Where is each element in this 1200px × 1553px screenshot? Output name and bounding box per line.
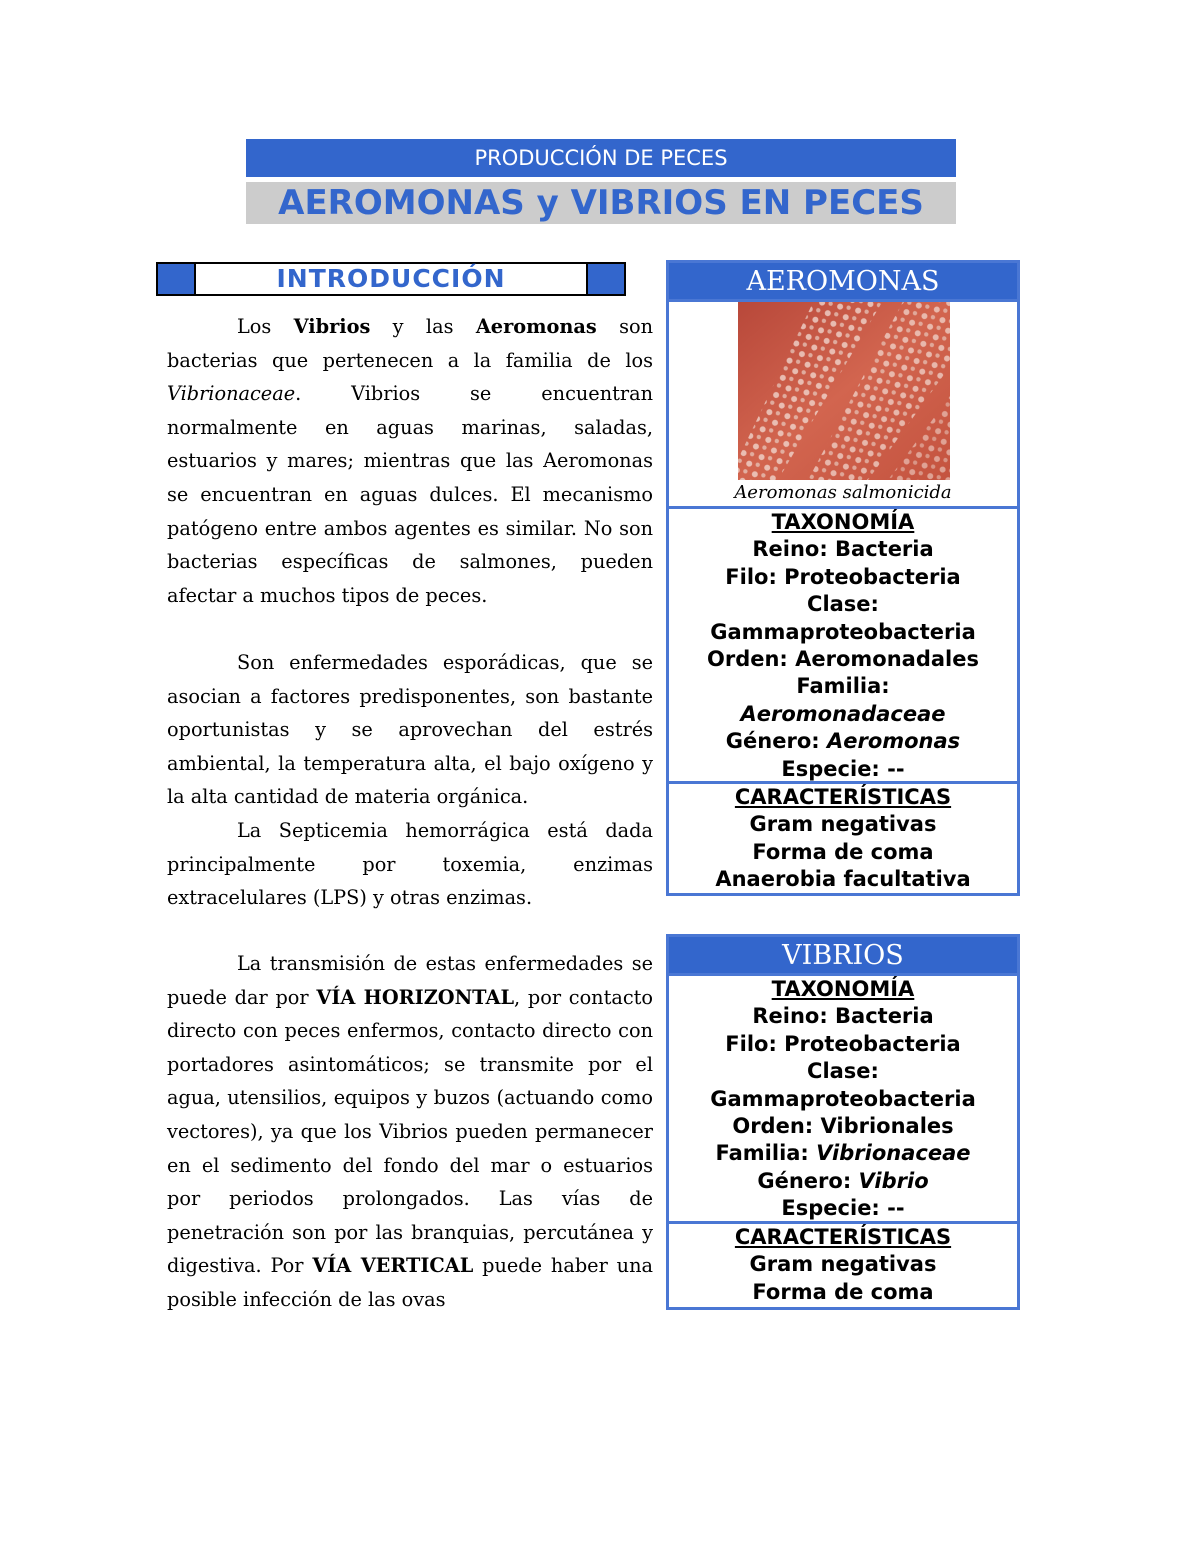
aeromonas-caption: Aeromonas salmonicida <box>734 482 952 503</box>
genero-label: Género: <box>725 729 827 754</box>
tax-reino: Reino: Bacteria <box>752 537 934 562</box>
genero-italic: Vibrio <box>858 1168 929 1193</box>
tax-familia-label: Familia: <box>796 674 890 699</box>
text-run: La transmisión de estas enfermedades se puede dar por <box>167 952 653 1009</box>
text-run: son bacterias que pertenecen a la familia de los <box>167 315 653 372</box>
tax-especie: Especie: -- <box>781 1196 905 1221</box>
tax-clase-label: Clase: <box>807 1059 879 1084</box>
text-run: y las <box>370 315 476 338</box>
term-vibrionaceae: Vibrionaceae <box>167 382 296 406</box>
tax-familia-value <box>669 701 1017 728</box>
tax-filo: Filo: Proteobacteria <box>725 564 961 589</box>
page-title: AEROMONAS y VIBRIOS EN PECES <box>246 182 956 224</box>
tax-clase-value: Gammaproteobacteria <box>710 619 976 644</box>
aeromonas-title: AEROMONAS <box>669 263 1017 299</box>
term-via-horizontal: VÍA HORIZONTAL <box>316 985 514 1009</box>
vibrios-box <box>666 934 1020 1310</box>
term-via-vertical: VÍA VERTICAL <box>312 1254 474 1278</box>
char-item: Gram negativas <box>749 812 937 837</box>
vibrios-title: VIBRIOS <box>669 937 1017 973</box>
heading-left-block <box>158 264 196 294</box>
vibrios-taxonomy <box>669 973 1017 1221</box>
intro-paragraph-2 <box>167 646 653 814</box>
text-run: puede haber una posible infección de las ovas <box>167 1254 653 1311</box>
intro-heading: INTRODUCCIÓN <box>276 264 506 293</box>
vibrios-characteristics <box>669 1221 1017 1306</box>
aeromonas-taxonomy <box>669 506 1017 781</box>
char-item: Anaerobia facultativa <box>715 867 971 892</box>
tax-reino: Reino: Bacteria <box>752 1004 934 1029</box>
paragraph-text: Son enfermedades esporádicas, que se asocian a factores predisponentes, son bastante oportunistas y se aprovechan del estrés ambiental, la temperatura alta, el bajo oxígeno y la alta cantidad de materia orgánica. <box>167 651 653 809</box>
course-banner: PRODUCCIÓN DE PECES <box>246 139 956 177</box>
tax-filo: Filo: Proteobacteria <box>725 1031 961 1056</box>
tax-especie: Especie: -- <box>781 756 905 781</box>
text-run: Los <box>237 315 294 338</box>
text-run: , por contacto directo con peces enfermos, contacto directo con portadores asintomáticos; se transmite por el agua, utensilios, equipos y buzos (actuando como vectores), ya que los Vibrios pueden permanecer en el sedimento del fondo del mar o estuarios por periodos prolongados. Las vías de penetración son por las branquias, percutánea y digestiva. Por <box>167 985 653 1278</box>
aeromonas-characteristics <box>669 781 1017 894</box>
intro-paragraph-1 <box>167 310 653 612</box>
characteristics-title: CARACTERÍSTICAS <box>734 1225 952 1249</box>
tax-genero <box>669 728 1017 755</box>
genero-label: Género: <box>757 1168 859 1193</box>
tax-familia <box>669 1140 1017 1167</box>
characteristics-title: CARACTERÍSTICAS <box>734 785 952 809</box>
tax-clase-label: Clase: <box>807 592 879 617</box>
familia-italic: Aeromonadaceae <box>740 701 946 726</box>
tax-orden: Orden: Aeromonadales <box>707 647 979 672</box>
intro-heading-box <box>156 262 626 296</box>
term-aeromonas: Aeromonas <box>475 315 597 338</box>
familia-italic: Vibrionaceae <box>816 1141 971 1166</box>
tax-genero <box>669 1168 1017 1195</box>
intro-paragraph-3 <box>167 814 653 915</box>
text-run: . Vibrios se encuentran normalmente en aguas marinas, saladas, estuarios y mares; mientras que las Aeromonas se encuentran en aguas dulces. El mecanismo patógeno entre ambos agentes es similar. No son bacterias específicas de salmones, pueden afectar a muchos tipos de peces. <box>167 382 653 607</box>
familia-label: Familia: <box>715 1141 817 1166</box>
tax-orden: Orden: Vibrionales <box>732 1114 954 1139</box>
paragraph-text: La Septicemia hemorrágica está dada principalmente por toxemia, enzimas extracelulares (LPS) y otras enzimas. <box>167 819 653 910</box>
aeromonas-box <box>666 260 1020 896</box>
char-item: Gram negativas <box>749 1252 937 1277</box>
heading-right-block <box>586 264 624 294</box>
tax-clase-value: Gammaproteobacteria <box>710 1086 976 1111</box>
taxonomy-title: TAXONOMÍA <box>771 510 915 534</box>
char-item: Forma de coma <box>752 839 934 864</box>
term-vibrios: Vibrios <box>293 315 371 338</box>
taxonomy-title: TAXONOMÍA <box>771 977 915 1001</box>
aeromonas-colony-photo <box>738 302 950 480</box>
char-item: Forma de coma <box>752 1279 934 1304</box>
genero-italic: Aeromonas <box>826 729 961 754</box>
aeromonas-photo-section <box>669 299 1017 506</box>
intro-paragraph-4 <box>167 947 653 1317</box>
